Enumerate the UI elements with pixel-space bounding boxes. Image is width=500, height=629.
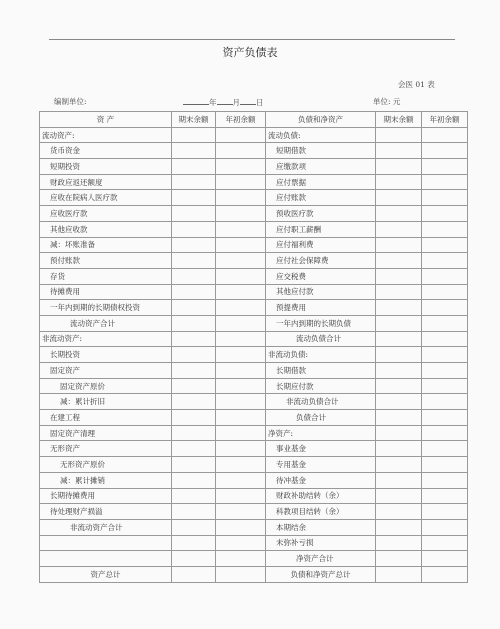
liability-item: 应付社会保障费 [266, 253, 376, 269]
asset-closing-balance-cell[interactable] [172, 315, 216, 331]
year-label: 年 [209, 98, 217, 107]
asset-item: 一年内到期的长期债权投资 [40, 300, 172, 316]
liability-closing-balance-cell[interactable] [376, 221, 422, 237]
liability-item: 净资产合计 [266, 551, 376, 567]
asset-item: 非流动资产: [40, 331, 172, 347]
asset-opening-balance-cell[interactable] [216, 300, 266, 316]
asset-item: 减：累计折旧 [40, 394, 172, 410]
liability-item: 应付账款 [266, 190, 376, 206]
liability-opening-balance-cell[interactable] [422, 315, 468, 331]
year-blank[interactable] [183, 96, 209, 105]
asset-closing-balance-cell[interactable] [172, 363, 216, 379]
liability-opening-balance-cell[interactable] [422, 394, 468, 410]
table-row [40, 347, 468, 363]
liability-closing-balance-cell[interactable] [376, 457, 422, 473]
liability-opening-balance-cell[interactable] [422, 504, 468, 520]
asset-item: 无形资产 [40, 441, 172, 457]
table-row [40, 268, 468, 284]
liability-opening-balance-cell[interactable] [422, 331, 468, 347]
asset-closing-balance-cell[interactable] [172, 174, 216, 190]
day-blank[interactable] [240, 96, 256, 105]
asset-closing-balance-cell[interactable] [172, 127, 216, 143]
table-row [40, 566, 468, 582]
asset-opening-balance-cell[interactable] [216, 221, 266, 237]
liability-item: 财政补助结转（余） [266, 488, 376, 504]
asset-closing-balance-cell[interactable] [172, 331, 216, 347]
liability-item: 应付福利费 [266, 237, 376, 253]
liability-closing-balance-cell[interactable] [376, 472, 422, 488]
day-label: 日 [256, 98, 264, 107]
liability-opening-balance-cell[interactable] [422, 425, 468, 441]
table-row [40, 190, 468, 206]
asset-closing-balance-cell[interactable] [172, 472, 216, 488]
asset-item: 减：累计摊销 [40, 472, 172, 488]
liability-opening-balance-cell[interactable] [422, 551, 468, 567]
asset-item: 应收医疗款 [40, 206, 172, 222]
asset-closing-balance-cell[interactable] [172, 551, 216, 567]
liability-item: 长期借款 [266, 363, 376, 379]
liability-closing-balance-cell[interactable] [376, 206, 422, 222]
liability-closing-balance-cell[interactable] [376, 519, 422, 535]
liability-closing-balance-cell[interactable] [376, 315, 422, 331]
asset-item: 固定资产原价 [40, 378, 172, 394]
asset-item [40, 535, 172, 551]
asset-opening-balance-cell[interactable] [216, 363, 266, 379]
liability-opening-balance-cell[interactable] [422, 190, 468, 206]
asset-item: 长期投资 [40, 347, 172, 363]
table-row [40, 394, 468, 410]
asset-closing-balance-cell[interactable] [172, 504, 216, 520]
date-line [183, 96, 264, 108]
asset-opening-balance-cell[interactable] [216, 331, 266, 347]
asset-opening-balance-cell[interactable] [216, 519, 266, 535]
asset-item: 长期待摊费用 [40, 488, 172, 504]
liability-item: 负债合计 [266, 410, 376, 426]
liability-opening-balance-cell[interactable] [422, 143, 468, 159]
liability-item: 事业基金 [266, 441, 376, 457]
liability-closing-balance-cell[interactable] [376, 347, 422, 363]
liability-closing-balance-cell[interactable] [376, 284, 422, 300]
liability-item: 预收医疗款 [266, 206, 376, 222]
liability-opening-balance-cell[interactable] [422, 127, 468, 143]
table-row [40, 174, 468, 190]
asset-closing-balance-cell[interactable] [172, 237, 216, 253]
asset-opening-balance-cell[interactable] [216, 410, 266, 426]
table-row [40, 378, 468, 394]
asset-closing-balance-cell[interactable] [172, 190, 216, 206]
liability-item: 净资产: [266, 425, 376, 441]
liability-item: 非流动负债合计 [266, 394, 376, 410]
asset-item: 应收在院病人医疗款 [40, 190, 172, 206]
table-row [40, 300, 468, 316]
header-asset-opening-balance: 年初余额 [216, 112, 266, 128]
liability-closing-balance-cell[interactable] [376, 237, 422, 253]
asset-opening-balance-cell[interactable] [216, 378, 266, 394]
liability-closing-balance-cell[interactable] [376, 551, 422, 567]
top-rule [49, 39, 455, 40]
asset-opening-balance-cell[interactable] [216, 347, 266, 363]
asset-opening-balance-cell[interactable] [216, 190, 266, 206]
liability-opening-balance-cell[interactable] [422, 519, 468, 535]
liability-item: 本期结余 [266, 519, 376, 535]
asset-opening-balance-cell[interactable] [216, 253, 266, 269]
liability-opening-balance-cell[interactable] [422, 472, 468, 488]
asset-closing-balance-cell[interactable] [172, 488, 216, 504]
table-row [40, 551, 468, 567]
balance-sheet-table [39, 111, 468, 583]
table-body [40, 127, 468, 582]
liability-item: 应缴款项 [266, 159, 376, 175]
asset-opening-balance-cell[interactable] [216, 206, 266, 222]
table-row [40, 535, 468, 551]
liability-opening-balance-cell[interactable] [422, 300, 468, 316]
table-row [40, 457, 468, 473]
asset-opening-balance-cell[interactable] [216, 535, 266, 551]
asset-item [40, 551, 172, 567]
liability-opening-balance-cell[interactable] [422, 566, 468, 582]
asset-closing-balance-cell[interactable] [172, 441, 216, 457]
liability-closing-balance-cell[interactable] [376, 394, 422, 410]
table-row [40, 425, 468, 441]
asset-opening-balance-cell[interactable] [216, 394, 266, 410]
liability-item: 专用基金 [266, 457, 376, 473]
asset-closing-balance-cell[interactable] [172, 394, 216, 410]
asset-opening-balance-cell[interactable] [216, 457, 266, 473]
liability-item: 应付票据 [266, 174, 376, 190]
asset-closing-balance-cell[interactable] [172, 206, 216, 222]
asset-opening-balance-cell[interactable] [216, 441, 266, 457]
asset-opening-balance-cell[interactable] [216, 551, 266, 567]
liability-opening-balance-cell[interactable] [422, 221, 468, 237]
liability-opening-balance-cell[interactable] [422, 206, 468, 222]
asset-item: 财政应返还额度 [40, 174, 172, 190]
form-number: 会医 01 表 [398, 80, 435, 89]
liability-closing-balance-cell[interactable] [376, 143, 422, 159]
asset-closing-balance-cell[interactable] [172, 566, 216, 582]
asset-closing-balance-cell[interactable] [172, 347, 216, 363]
table-row [40, 441, 468, 457]
table-row [40, 159, 468, 175]
liability-closing-balance-cell[interactable] [376, 410, 422, 426]
liability-opening-balance-cell[interactable] [422, 410, 468, 426]
table-row [40, 472, 468, 488]
asset-opening-balance-cell[interactable] [216, 174, 266, 190]
liability-item: 流动负债: [266, 127, 376, 143]
liability-opening-balance-cell[interactable] [422, 268, 468, 284]
table-row [40, 206, 468, 222]
liability-opening-balance-cell[interactable] [422, 159, 468, 175]
asset-item: 短期投资 [40, 159, 172, 175]
liability-item: 科教项目结转（余） [266, 504, 376, 520]
table-row [40, 363, 468, 379]
preparing-unit-label: 编制单位: [54, 97, 87, 106]
table-row [40, 331, 468, 347]
table-row [40, 410, 468, 426]
asset-opening-balance-cell[interactable] [216, 159, 266, 175]
liability-item: 未弥补亏损 [266, 535, 376, 551]
asset-closing-balance-cell[interactable] [172, 457, 216, 473]
asset-opening-balance-cell[interactable] [216, 488, 266, 504]
liability-item: 负债和净资产总计 [266, 566, 376, 582]
table-row [40, 284, 468, 300]
month-blank[interactable] [217, 96, 233, 105]
asset-closing-balance-cell[interactable] [172, 535, 216, 551]
asset-closing-balance-cell[interactable] [172, 378, 216, 394]
asset-closing-balance-cell[interactable] [172, 410, 216, 426]
asset-item: 固定资产清理 [40, 425, 172, 441]
asset-closing-balance-cell[interactable] [172, 253, 216, 269]
asset-opening-balance-cell[interactable] [216, 268, 266, 284]
header-asset-closing-balance: 期末余额 [172, 112, 216, 128]
table-row [40, 143, 468, 159]
asset-item: 无形资产原价 [40, 457, 172, 473]
header-assets: 资 产 [40, 112, 172, 128]
asset-opening-balance-cell[interactable] [216, 127, 266, 143]
table-row [40, 504, 468, 520]
liability-opening-balance-cell[interactable] [422, 378, 468, 394]
table-row [40, 221, 468, 237]
liability-item: 短期借款 [266, 143, 376, 159]
asset-closing-balance-cell[interactable] [172, 143, 216, 159]
asset-closing-balance-cell[interactable] [172, 519, 216, 535]
liability-closing-balance-cell[interactable] [376, 488, 422, 504]
asset-item: 待摊费用 [40, 284, 172, 300]
liability-closing-balance-cell[interactable] [376, 566, 422, 582]
table-header-row [40, 112, 468, 128]
table-row [40, 315, 468, 331]
liability-opening-balance-cell[interactable] [422, 253, 468, 269]
liability-closing-balance-cell[interactable] [376, 300, 422, 316]
liability-closing-balance-cell[interactable] [376, 331, 422, 347]
liability-opening-balance-cell[interactable] [422, 535, 468, 551]
table-row [40, 237, 468, 253]
asset-item: 预付账款 [40, 253, 172, 269]
liability-closing-balance-cell[interactable] [376, 127, 422, 143]
asset-item: 货币资金 [40, 143, 172, 159]
asset-item: 其他应收款 [40, 221, 172, 237]
liability-closing-balance-cell[interactable] [376, 159, 422, 175]
table-row [40, 488, 468, 504]
table-row [40, 127, 468, 143]
header-liability-closing-balance: 期末余额 [376, 112, 422, 128]
liability-opening-balance-cell[interactable] [422, 347, 468, 363]
asset-item: 待处理财产损溢 [40, 504, 172, 520]
asset-item: 流动资产: [40, 127, 172, 143]
asset-closing-balance-cell[interactable] [172, 159, 216, 175]
asset-closing-balance-cell[interactable] [172, 284, 216, 300]
asset-opening-balance-cell[interactable] [216, 284, 266, 300]
liability-opening-balance-cell[interactable] [422, 237, 468, 253]
liability-item: 预提费用 [266, 300, 376, 316]
table-row [40, 519, 468, 535]
asset-item: 流动资产合计 [40, 315, 172, 331]
liability-opening-balance-cell[interactable] [422, 174, 468, 190]
asset-closing-balance-cell[interactable] [172, 221, 216, 237]
asset-item: 减：坏账准备 [40, 237, 172, 253]
liability-opening-balance-cell[interactable] [422, 284, 468, 300]
header-liability-opening-balance: 年初余额 [422, 112, 468, 128]
form-title: 资产负债表 [222, 46, 278, 59]
asset-closing-balance-cell[interactable] [172, 425, 216, 441]
liability-item: 待冲基金 [266, 472, 376, 488]
asset-closing-balance-cell[interactable] [172, 300, 216, 316]
liability-item: 其他应付款 [266, 284, 376, 300]
liability-closing-balance-cell[interactable] [376, 174, 422, 190]
asset-item: 固定资产 [40, 363, 172, 379]
asset-closing-balance-cell[interactable] [172, 268, 216, 284]
liability-closing-balance-cell[interactable] [376, 190, 422, 206]
liability-closing-balance-cell[interactable] [376, 425, 422, 441]
asset-opening-balance-cell[interactable] [216, 425, 266, 441]
liability-opening-balance-cell[interactable] [422, 363, 468, 379]
asset-opening-balance-cell[interactable] [216, 237, 266, 253]
liability-item: 长期应付款 [266, 378, 376, 394]
asset-opening-balance-cell[interactable] [216, 315, 266, 331]
liability-item: 一年内到期的长期负债 [266, 315, 376, 331]
asset-opening-balance-cell[interactable] [216, 143, 266, 159]
liability-closing-balance-cell[interactable] [376, 253, 422, 269]
asset-opening-balance-cell[interactable] [216, 472, 266, 488]
liability-closing-balance-cell[interactable] [376, 504, 422, 520]
liability-opening-balance-cell[interactable] [422, 488, 468, 504]
liability-closing-balance-cell[interactable] [376, 378, 422, 394]
header-liabilities-net-assets: 负债和净资产 [266, 112, 376, 128]
liability-item: 应交税费 [266, 268, 376, 284]
asset-item: 资产总计 [40, 566, 172, 582]
table-row [40, 253, 468, 269]
asset-item: 在建工程 [40, 410, 172, 426]
liability-item: 应付职工薪酬 [266, 221, 376, 237]
asset-item: 非流动资产合计 [40, 519, 172, 535]
month-label: 月 [232, 98, 240, 107]
currency-unit: 单位: 元 [373, 97, 401, 106]
liability-opening-balance-cell[interactable] [422, 441, 468, 457]
liability-closing-balance-cell[interactable] [376, 363, 422, 379]
liability-closing-balance-cell[interactable] [376, 441, 422, 457]
liability-closing-balance-cell[interactable] [376, 535, 422, 551]
liability-item: 非流动负债: [266, 347, 376, 363]
asset-item: 存货 [40, 268, 172, 284]
asset-opening-balance-cell[interactable] [216, 504, 266, 520]
liability-closing-balance-cell[interactable] [376, 268, 422, 284]
liability-opening-balance-cell[interactable] [422, 457, 468, 473]
asset-opening-balance-cell[interactable] [216, 566, 266, 582]
liability-item: 流动负债合计 [266, 331, 376, 347]
